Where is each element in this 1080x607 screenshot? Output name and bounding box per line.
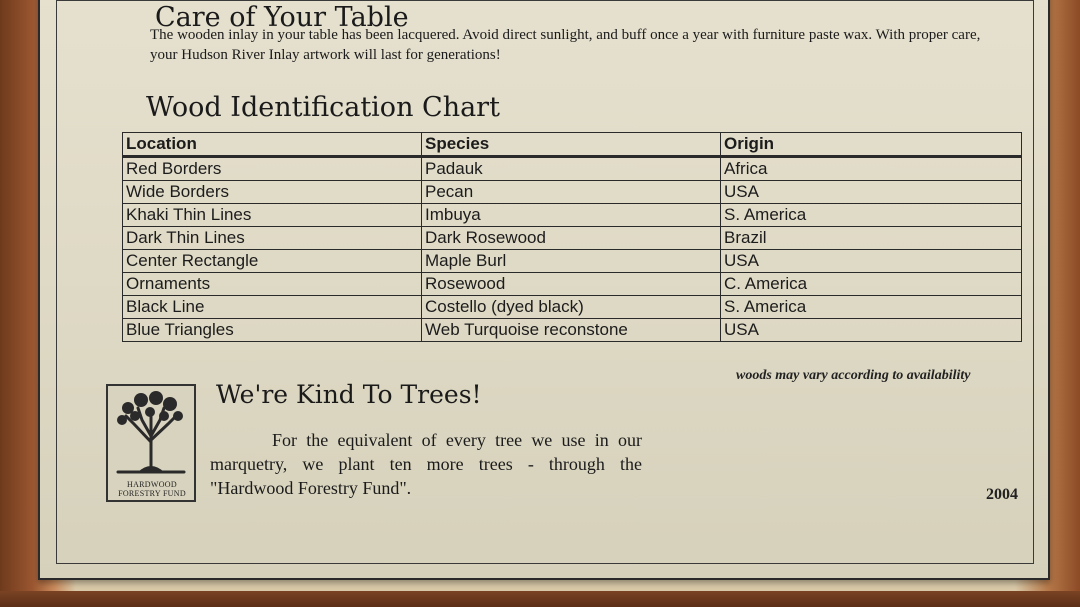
location-cell: Red Borders — [123, 157, 422, 181]
species-cell: Costello (dyed black) — [422, 296, 721, 319]
header-origin: Origin — [721, 133, 1022, 157]
location-cell: Ornaments — [123, 273, 422, 296]
availability-note: woods may vary according to availability — [736, 368, 971, 383]
origin-cell: Brazil — [721, 227, 1022, 250]
tree-icon — [108, 386, 194, 474]
table-header-row — [123, 133, 1022, 157]
logo-caption — [110, 480, 194, 498]
table-row — [123, 296, 1022, 319]
origin-cell: Africa — [721, 157, 1022, 181]
origin-cell: S. America — [721, 204, 1022, 227]
origin-cell: C. America — [721, 273, 1022, 296]
care-paragraph: The wooden inlay in your table has been lacquered. Avoid direct sunlight, and buff once a year with furniture paste wax. With proper care, your Hudson River Inlay artwork will last for generations! — [150, 27, 981, 63]
species-cell: Imbuya — [422, 204, 721, 227]
header-location: Location — [123, 133, 422, 157]
wood-surface — [0, 591, 1080, 607]
origin-cell: USA — [721, 250, 1022, 273]
species-cell: Padauk — [422, 157, 721, 181]
table-row — [123, 250, 1022, 273]
origin-cell: USA — [721, 181, 1022, 204]
location-cell: Black Line — [123, 296, 422, 319]
location-cell: Wide Borders — [123, 181, 422, 204]
species-cell: Rosewood — [422, 273, 721, 296]
care-card — [38, 0, 1050, 580]
location-cell: Khaki Thin Lines — [123, 204, 422, 227]
table-row — [123, 273, 1022, 296]
table-row — [123, 204, 1022, 227]
location-cell: Blue Triangles — [123, 319, 422, 342]
species-cell: Web Turquoise reconstone — [422, 319, 721, 342]
table-row — [123, 157, 1022, 181]
origin-cell: S. America — [721, 296, 1022, 319]
chart-heading: Wood Identification Chart — [146, 92, 500, 123]
logo-caption-line-2: FORESTRY FUND — [118, 489, 186, 498]
care-heading: Care of Your Table — [155, 2, 409, 33]
logo-caption-line-1: HARDWOOD — [127, 480, 177, 489]
wood-identification-table — [122, 132, 1022, 342]
trees-heading: We're Kind To Trees! — [216, 380, 482, 409]
species-cell: Dark Rosewood — [422, 227, 721, 250]
location-cell: Center Rectangle — [123, 250, 422, 273]
hardwood-forestry-fund-logo — [106, 384, 196, 502]
header-species: Species — [422, 133, 721, 157]
species-cell: Maple Burl — [422, 250, 721, 273]
trees-paragraph: For the equivalent of every tree we use in our marquetry, we plant ten more trees - through the "Hardwood Forestry Fund". — [210, 430, 642, 498]
table-row — [123, 319, 1022, 342]
species-cell: Pecan — [422, 181, 721, 204]
table-row — [123, 227, 1022, 250]
origin-cell: USA — [721, 319, 1022, 342]
location-cell: Dark Thin Lines — [123, 227, 422, 250]
year-label: 2004 — [986, 486, 1018, 503]
table-row — [123, 181, 1022, 204]
